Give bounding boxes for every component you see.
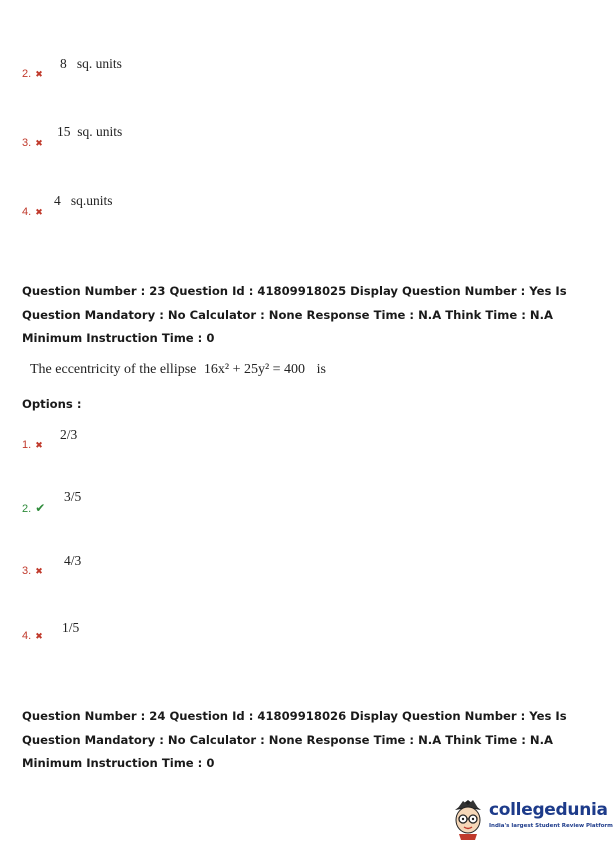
option-number: 1. ✖ [22,439,43,451]
option-number: 3. ✖ [22,137,43,149]
logo-tagline: India's largest Student Review Platform [489,823,613,829]
logo-wordmark: collegedunia [489,800,608,820]
option-row [22,193,422,233]
options-label: Options : [22,397,82,411]
option-row [22,620,422,660]
option-row [22,489,422,529]
cross-icon: ✖ [35,138,43,148]
cross-icon: ✖ [35,631,43,641]
option-number: 4. ✖ [22,630,43,642]
question-meta: Question Number : 24 Question Id : 41809918026 Display Question Number : Yes Is Question Mandatory : No Calculator : None Response Time : N.A Think Time : N.A Minimum Instruction Time : 0 [22,709,567,770]
cross-icon: ✖ [35,207,43,217]
check-icon: ✔ [35,501,46,515]
option-text: 4 sq.units [54,193,113,208]
cross-icon: ✖ [35,69,43,79]
question-text: The eccentricity of the ellipse 16x² + 25y² = 400 is [30,362,326,377]
option-row [22,56,422,96]
option-text: 1/5 [62,620,80,635]
option-text: 3/5 [64,489,82,504]
option-row [22,553,422,593]
question-meta: Question Number : 23 Question Id : 41809918025 Display Question Number : Yes Is Question Mandatory : No Calculator : None Response Time : N.A Think Time : N.A Minimum Instruction Time : 0 [22,284,567,345]
option-number: 4. ✖ [22,206,43,218]
option-row [22,124,422,164]
option-text: 8 sq. units [60,56,122,71]
cross-icon: ✖ [35,440,43,450]
option-text: 15 sq. units [57,124,123,139]
mascot-icon [449,796,487,840]
option-number: 2. ✔ [22,501,46,515]
option-row [22,427,422,467]
option-number: 2. ✖ [22,68,43,80]
collegedunia-logo [449,796,613,840]
option-number: 3. ✖ [22,565,43,577]
option-text: 2/3 [60,427,78,442]
option-text: 4/3 [64,553,82,568]
cross-icon: ✖ [35,566,43,576]
equation: 16x² + 25y² = 400 [203,362,306,377]
